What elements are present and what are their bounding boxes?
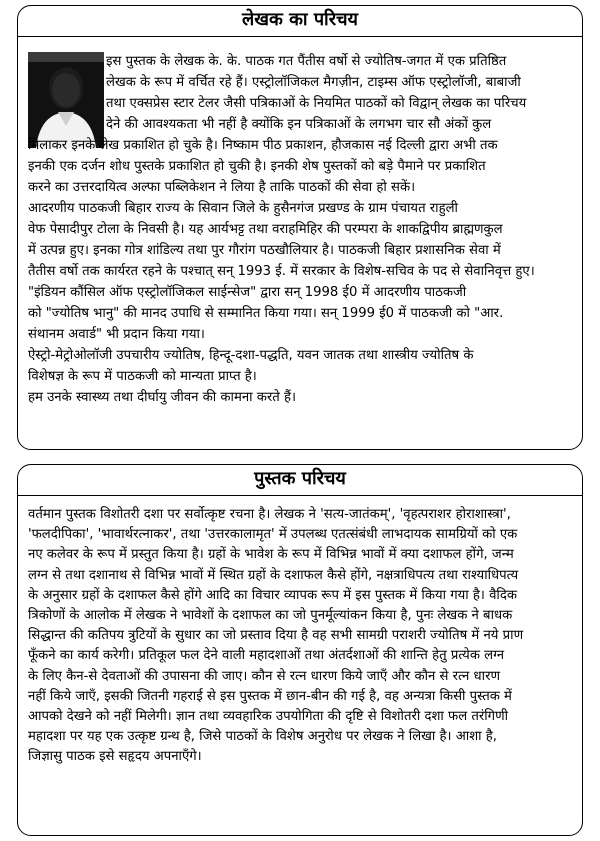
text-line: करने का उत्तरदायित्व अल्फा पब्लिकेशन ने लिया है ताकि पाठकों की सेवा हो सकें। (28, 180, 416, 195)
text-line: तथा एक्सप्रेस स्टार टेलर जैसी पत्रिकाओं के नियमित पाठकों को विद्वान् लेखक का परिचय (106, 96, 527, 111)
text-line: देने की आवश्यकता भी नहीं है क्योंकि इन पत्रिकाओं के लगभग चार सौ अंकों कुल (106, 117, 492, 132)
heading-divider (18, 495, 582, 496)
text-line: लग्न से तथा दशानाथ से विभिन्न भावों में स्थित ग्रहों के दशाफल कैसे होंगे, नक्षत्राधिपत्य तथा राश्याधिपत्य (28, 567, 519, 583)
text-line: हम उनके स्वास्थ्य तथा दीर्घायु जीवन की कामना करते हैं। (28, 390, 297, 405)
text-line: लेखक के रूप में वर्चित रहे हैं। एस्ट्रोलॉजिकल मैगज़ीन, टाइम्स ऑफ एस्ट्रोलॉजी, बाबाजी (106, 75, 521, 90)
book-description (28, 505, 574, 767)
text-line: आपको देखने को नहीं मिलेगी। ज्ञान तथा व्यवहारिक उपयोगिता की दृष्टि से विशोतरी दशा फल तरंगिणी (28, 708, 509, 724)
text-line: सिद्धान्त की कतिपय त्रुटियों के सुधार का जो प्रस्ताव दिया है वह सभी सामग्री पराशरी ज्योतिष में नये प्राण (28, 628, 524, 644)
author-photo (28, 52, 104, 148)
author-section-heading: लेखक का परिचय (242, 9, 358, 30)
text-line: इनकी एक दर्जन शोध पुस्तके प्रकाशित हो चुकी है। इनकी शेष पुस्तकों को बड़े पैमाने पर प्रकाशित (28, 159, 486, 174)
text-line: वेफ पेसादीपुर टोला के निवसी है। यह आर्यभट्ट तथा वराहमिहिर की परम्परा के शाकद्विपीय ब्राह्मणकुल (28, 222, 503, 237)
text-line: महादशा पर यह एक उत्कृष्ट ग्रन्थ है, जिसे पाठकों के विशेष अनुरोध पर लेखक ने लिखा है। आशा है, (28, 729, 497, 745)
text-line: इस पुस्तक के लेखक के. के. पाठक गत पैंतीस वर्षो से ज्योतिष-जगत में एक प्रतिष्ठित (106, 54, 507, 69)
text-line: 'फलदीपिका', 'भावार्थरत्नाकर', तथा 'उत्तरकालामृत' में उपलब्ध एतत्संबंधी लाभदायक सामग्रियों को एक (28, 527, 518, 543)
text-line: के अनुसार ग्रहों के दशाफल कैसे होंगे आदि का विचार व्यापक रूप में इस पुस्तक में किया गया है। वैदिक (28, 587, 517, 603)
text-line: "इंडियन कौंसिल ऑफ एस्ट्रोलॉजिकल साईन्सेज" द्वारा सन् 1998 ई0 में आदरणीय पाठकजी (28, 285, 467, 300)
text-line: मिलाकर इनके लेख प्रकाशित हो चुके है। निष्काम पीठ प्रकाशन, हौजकास नई दिल्ली द्वारा अभी तक (28, 138, 498, 153)
author-portrait-icon (28, 52, 104, 148)
text-line: आदरणीय पाठकजी बिहार राज्य के सिवान जिले के हुसैनगंज प्रखण्ड के ग्राम पंचायत राहुली (28, 201, 458, 216)
text-line: नए कलेवर के रूप में प्रस्तुत किया है। ग्रहों के भावेश के रूप में विभिन्न भावों में क्या दशाफल होंगे, जन्म (28, 547, 514, 563)
text-line: त्रिकोणों के आलोक में लेखक ने भावेशों के दशाफल का जो पुनर्मूल्यांकन किया है, पुनः लेखक ने बाधक (28, 607, 513, 623)
text-line: नहीं किये जाएँ, इसकी जितनी गहराई से इस पुस्तक में छान-बीन की गई है, वह अन्यत्रा किसी पुस्तक में (28, 688, 512, 704)
text-line: संथानम अवार्ड" भी प्रदान किया गया। (28, 327, 205, 342)
heading-divider (18, 36, 582, 37)
text-line: तैतीस वर्षो तक कार्यरत रहने के पश्चात् सन् 1993 ई. में सरकार के विशेष-सचिव के पद से सेवानिवृत्त हुए। (28, 264, 535, 279)
text-line: वर्तमान पुस्तक विशोतरी दशा पर सर्वोत्कृष्ट रचना है। लेखक ने 'सत्य-जातंकम्', 'वृहत्पराशर होराशास्त्रा', (28, 507, 511, 522)
text-line: में उत्पन्न हुए। इनका गोत्र शांडिल्य तथा पुर गौरांग पठखौलियार है। पाठकजी बिहार प्रशासनिक सेवा में (28, 243, 501, 258)
author-bio-body (28, 135, 574, 408)
book-section-heading: पुस्तक परिचय (254, 468, 346, 489)
text-line: फूँकने का कार्य करेगी। प्रतिकूल फल देने वाली महादशाओं तथा अंतर्दशाओं की शान्ति हेतु प्रत्येक लग्न (28, 648, 505, 664)
text-line: विशेषज्ञ के रूप में पाठकजी को मान्यता प्राप्त है। (28, 369, 257, 384)
text-line: ऐस्ट्रो-मेट्रोओलॉजी उपचारीय ज्योतिष, हिन्दू-दशा-पद्धति, यवन जातक तथा शास्त्रीय ज्योतिष के (28, 348, 474, 363)
text-line: जिज्ञासु पाठक इसे सहृदय अपनाएँगे। (28, 749, 202, 765)
author-section (17, 5, 583, 450)
text-line: के लिए कैन-से देवताओं की उपासना की जाए। कौन से रत्न धारण किये जाएँ और कौन से रत्न धारण (28, 668, 501, 684)
text-line: को "ज्योतिष भानु" की मानद उपाधि से सम्मानित किया गया। सन् 1999 ई0 में पाठकजी को "आर. (28, 306, 504, 321)
author-bio-intro (106, 51, 574, 135)
book-section (17, 464, 583, 836)
